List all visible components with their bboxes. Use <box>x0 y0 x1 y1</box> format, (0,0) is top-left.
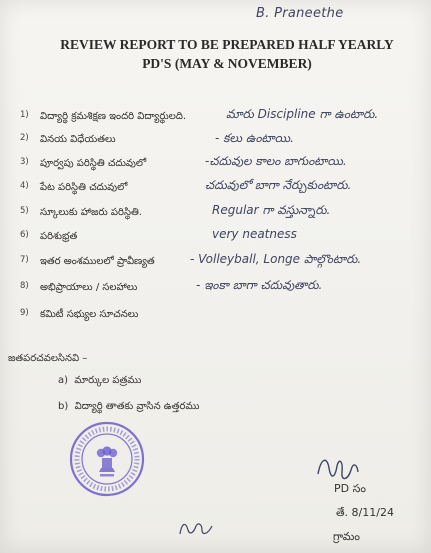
question-number: 4) <box>20 181 29 191</box>
signature-date: తే. 8/11/24 <box>336 506 394 519</box>
principal-signature-icon <box>315 452 361 486</box>
official-seal-icon <box>68 420 146 498</box>
attachment-letter: a) <box>58 375 69 386</box>
pd-initials-icon <box>178 518 218 538</box>
question-number: 6) <box>20 230 29 240</box>
question-number: 9) <box>20 308 29 318</box>
attachment-text: విద్యార్థి తాతకు వ్రాసిన ఉత్తరము <box>74 401 200 412</box>
question-label: పేట పరిస్థితి చదువులో <box>40 182 128 193</box>
pd-signature-label: PD సం <box>334 482 366 495</box>
question-label: అభిప్రాయాలు / సలహాలు <box>40 282 138 293</box>
question-answer: చదువులో బాగా నేర్చుకుంటారు. <box>205 178 352 192</box>
question-answer: - Volleyball, Longe పాల్గొంటారు. <box>190 252 362 266</box>
attachment-item-a <box>58 374 141 388</box>
question-answer: - ఇంకా బాగా చదువుతారు. <box>196 278 323 292</box>
question-number: 3) <box>20 157 29 167</box>
question-answer: Regular గా వస్తున్నారు. <box>212 203 331 217</box>
attachment-letter: b) <box>58 401 69 412</box>
question-label: పరిశుభ్రత <box>40 231 78 242</box>
question-answer: very neatness <box>212 227 297 241</box>
question-label: విద్యార్థి క్రమశిక్షణ ఇందరి విద్యార్థులది. <box>40 111 187 122</box>
attachment-item-b <box>58 400 200 414</box>
question-answer: మారు Discipline గా ఉంటారు. <box>226 107 379 121</box>
attachment-text: మార్కుల పత్రము <box>74 375 142 386</box>
question-number: 8) <box>20 281 29 291</box>
question-number: 2) <box>20 133 29 143</box>
question-answer: -చదువుల కాలం బాగుంటాయి. <box>205 154 347 168</box>
question-label: ఇతర అంశములలో ప్రావీణ్యత <box>40 256 155 267</box>
question-number: 1) <box>20 110 29 120</box>
attachments-heading: జతపరచవలసినవి – <box>8 353 88 364</box>
question-number: 7) <box>20 255 29 265</box>
question-answer: - కలు ఉంటాయి. <box>215 131 294 145</box>
question-label: కమిటీ సభ్యుల సూచనలు <box>40 309 139 320</box>
question-label: వినయ విధేయతలు <box>40 134 116 145</box>
report-title: REVIEW REPORT TO BE PREPARED HALF YEARLY PD'S (MAY & NOVEMBER) <box>60 37 394 71</box>
village-label: గ్రామం <box>333 530 361 543</box>
top-signature: B. Praneethe <box>256 6 344 21</box>
question-label: పూర్వపు పరిస్థితి చదువులో <box>40 158 147 169</box>
question-number: 5) <box>20 206 29 216</box>
question-label: స్కూలుకు హాజరు పరిస్థితి. <box>40 207 142 218</box>
